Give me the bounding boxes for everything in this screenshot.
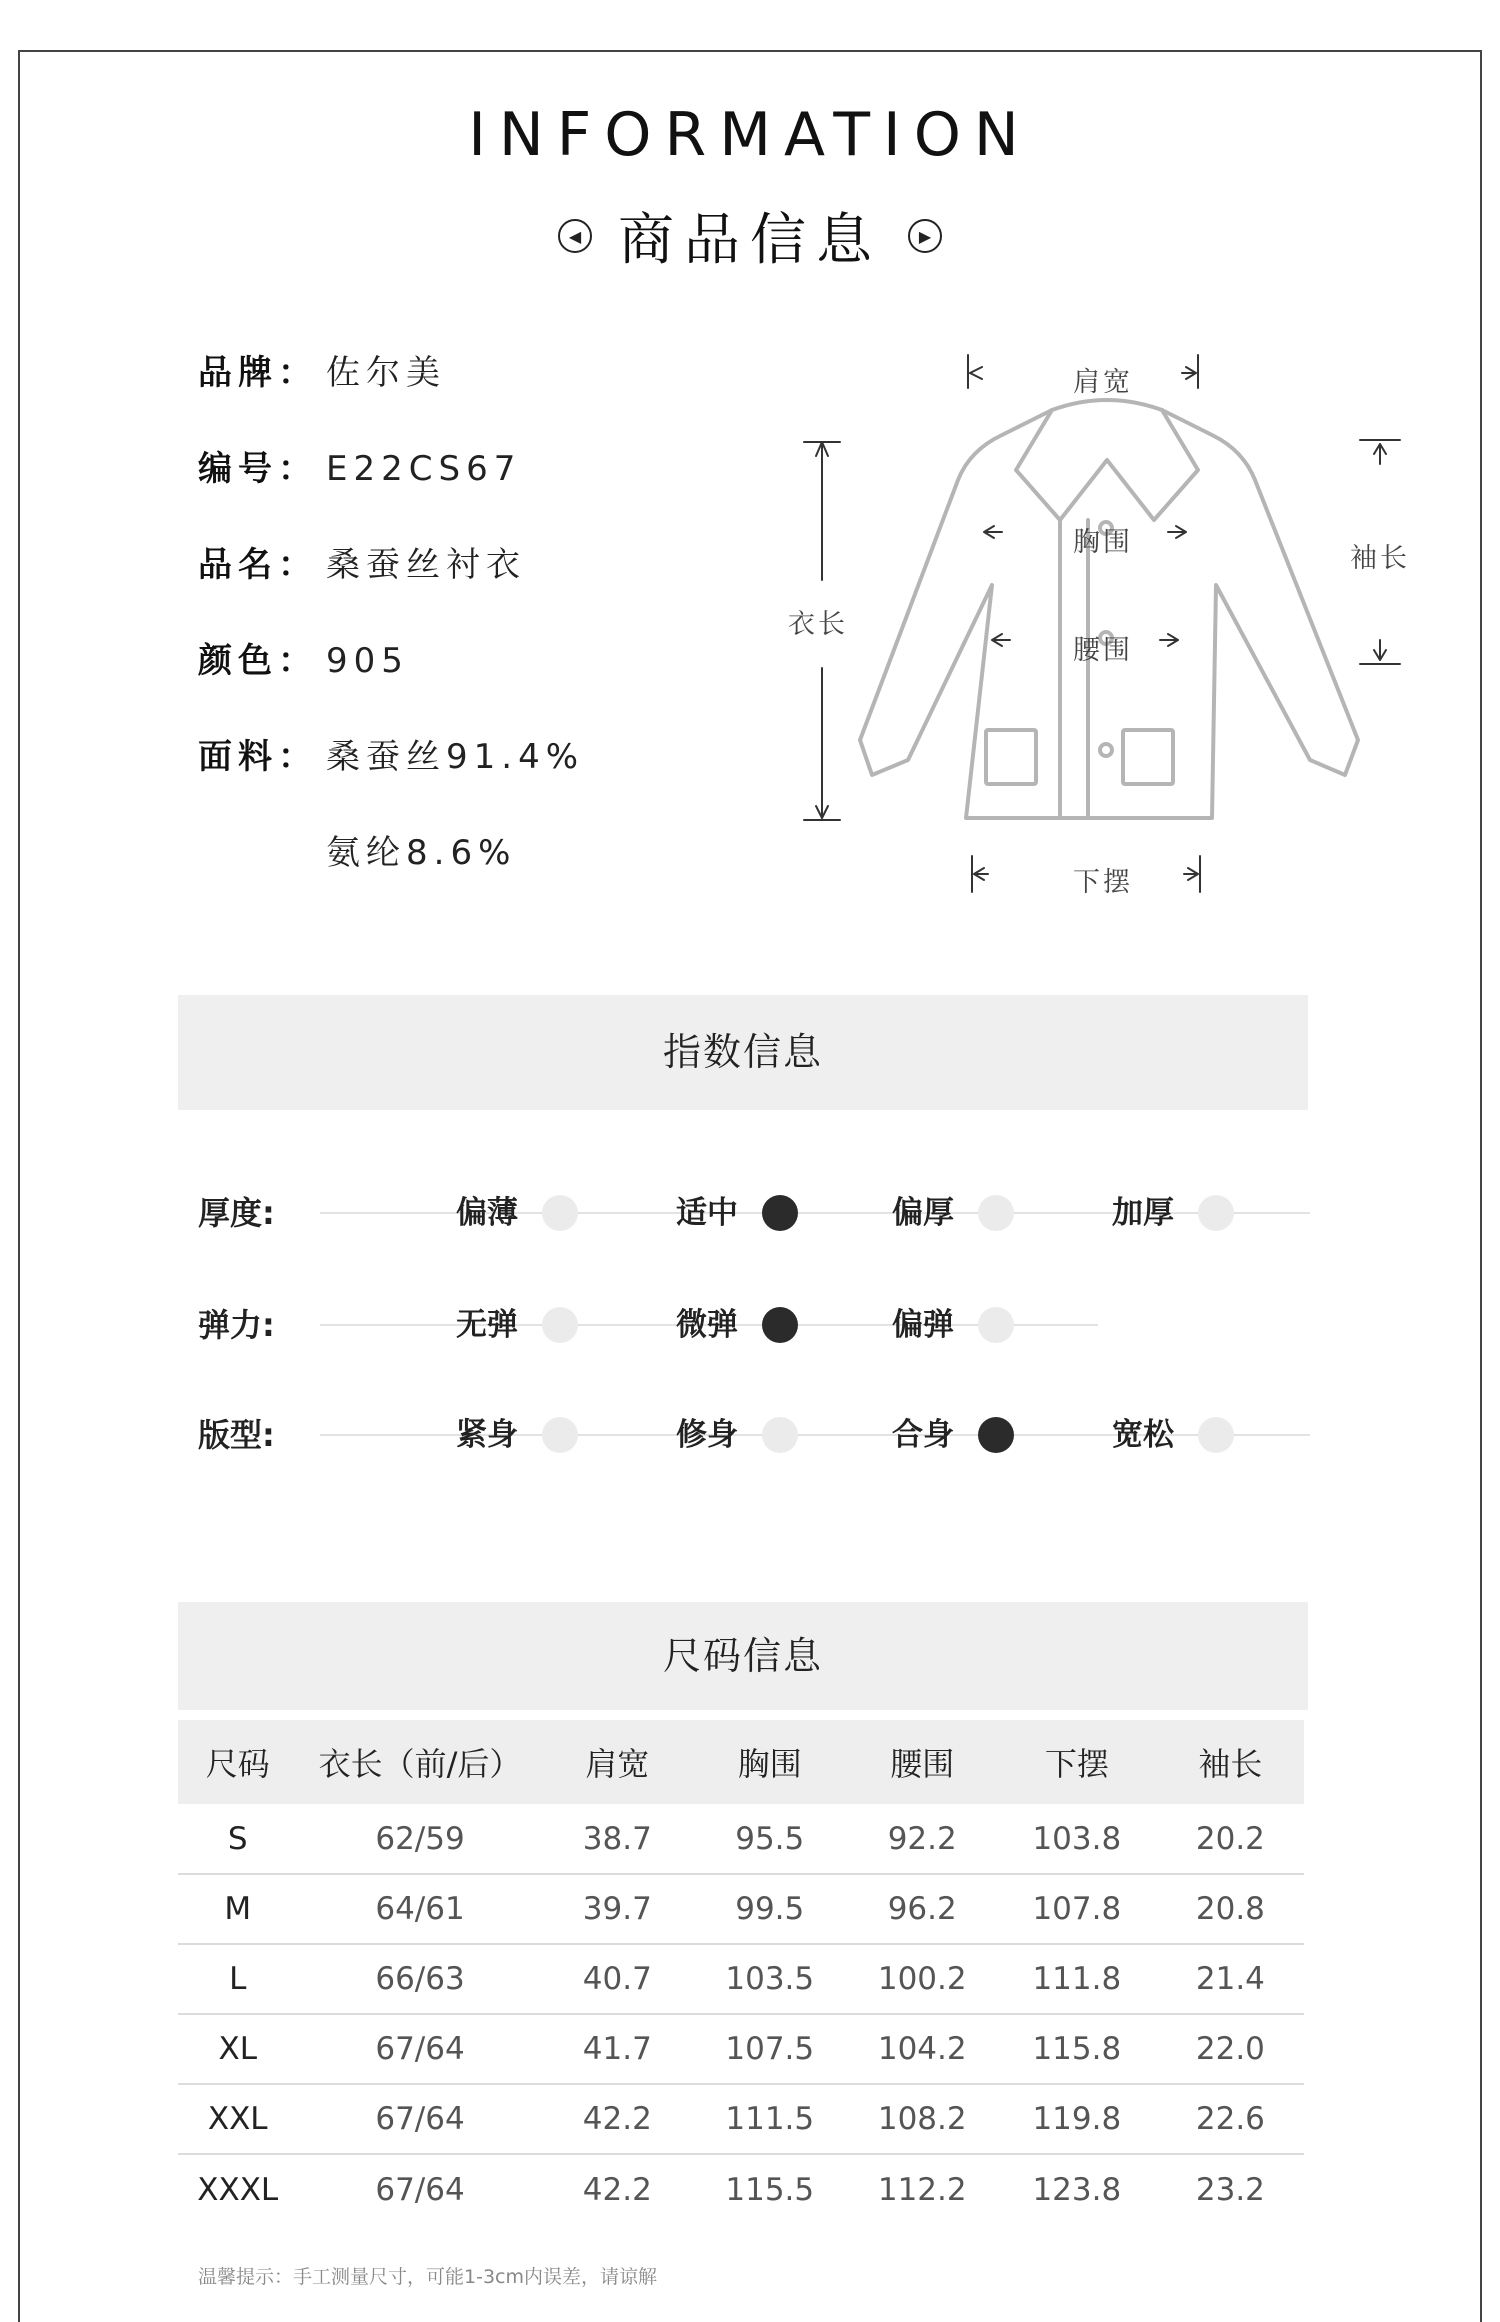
chest-cell: 115.5 xyxy=(725,2171,815,2208)
size-table xyxy=(178,1720,1304,2224)
index-row-label: 弹力: xyxy=(198,1306,275,1344)
info-value: 桑蚕丝91.4% xyxy=(326,737,585,777)
info-value: 905 xyxy=(326,641,409,681)
shirt-measurement-diagram xyxy=(760,340,1420,920)
length-cell: 64/61 xyxy=(297,1874,542,1944)
length-cell: 67/64 xyxy=(297,2014,542,2084)
title-english: INFORMATION xyxy=(468,100,1032,170)
info-key: 品名： xyxy=(198,545,318,585)
length-cell: 66/63 xyxy=(297,1944,542,2014)
size-header-cell: 肩宽 xyxy=(543,1720,692,1804)
shoulder-cell: 39.7 xyxy=(543,1874,692,1944)
info-value: 氨纶8.6% xyxy=(326,833,517,873)
index-option-label: 偏厚 xyxy=(892,1195,954,1231)
index-option-dot xyxy=(542,1417,578,1453)
info-row-brand xyxy=(198,345,446,394)
index-option-dot-selected xyxy=(978,1417,1014,1453)
sleeve-cell: 20.2 xyxy=(1157,1804,1304,1874)
info-value: E22CS67 xyxy=(326,449,522,489)
index-option-label: 偏薄 xyxy=(456,1195,518,1231)
label-waist: 腰围 xyxy=(1073,635,1133,666)
label-hem: 下摆 xyxy=(1073,867,1133,898)
hem-cell: 107.8 xyxy=(997,1874,1157,1944)
size-section-header: 尺码信息 xyxy=(178,1602,1308,1710)
index-option-label: 合身 xyxy=(892,1417,954,1453)
index-row-elasticity xyxy=(198,1300,1310,1350)
chest-cell: 95.5 xyxy=(692,1804,848,1874)
table-row xyxy=(178,1944,1304,2014)
info-row-color xyxy=(198,633,409,682)
size-header-cell: 腰围 xyxy=(848,1720,997,1804)
title-chinese-row xyxy=(0,196,1500,276)
sleeve-cell: 23.2 xyxy=(1195,2171,1265,2208)
hem-cell: 103.8 xyxy=(997,1804,1157,1874)
index-row-thickness xyxy=(198,1188,1310,1238)
shoulder-cell: 38.7 xyxy=(543,1804,692,1874)
size-cell: XXL xyxy=(178,2084,297,2154)
waist-cell: 112.2 xyxy=(877,2171,967,2208)
index-option-dot xyxy=(978,1307,1014,1343)
chest-cell: 99.5 xyxy=(692,1874,848,1944)
info-key: 编号： xyxy=(198,449,318,489)
sleeve-cell: 22.0 xyxy=(1157,2014,1304,2084)
sleeve-cell: 20.8 xyxy=(1157,1874,1304,1944)
table-row xyxy=(178,2084,1304,2154)
circle-arrow-right-icon: ▶ xyxy=(908,219,942,253)
length-cell: 67/64 xyxy=(297,2084,542,2154)
length-cell: 67/64 xyxy=(375,2171,465,2208)
title-chinese: 商品信息 xyxy=(618,208,882,273)
size-header-cell: 衣长（前/后） xyxy=(297,1720,542,1804)
label-shoulder: 肩宽 xyxy=(1073,367,1133,398)
size-header-cell: 尺码 xyxy=(178,1720,297,1804)
size-header-cell: 胸围 xyxy=(692,1720,848,1804)
size-cell: S xyxy=(178,1804,297,1874)
index-option-dot xyxy=(978,1195,1014,1231)
circle-arrow-left-icon: ◀ xyxy=(558,219,592,253)
index-row-label: 版型: xyxy=(198,1416,275,1454)
size-cell: L xyxy=(178,1944,297,2014)
index-option-label: 宽松 xyxy=(1112,1417,1174,1453)
index-option-dot xyxy=(1198,1417,1234,1453)
index-row-label: 厚度: xyxy=(198,1194,275,1232)
index-option-label: 适中 xyxy=(676,1195,738,1231)
table-row xyxy=(178,2014,1304,2084)
index-row-fit xyxy=(198,1410,1310,1460)
size-table-header-row xyxy=(178,1720,1304,1804)
info-row-fabric-2 xyxy=(326,825,516,874)
index-option-label: 微弹 xyxy=(676,1307,738,1343)
shoulder-cell: 41.7 xyxy=(543,2014,692,2084)
index-option-label: 偏弹 xyxy=(892,1307,954,1343)
sleeve-cell: 21.4 xyxy=(1157,1944,1304,2014)
hem-cell: 119.8 xyxy=(997,2084,1157,2154)
size-header-cell: 袖长 xyxy=(1157,1720,1304,1804)
index-option-dot xyxy=(542,1307,578,1343)
size-cell: XXXL xyxy=(197,2171,279,2208)
shoulder-cell: 40.7 xyxy=(543,1944,692,2014)
index-option-label: 加厚 xyxy=(1112,1195,1174,1231)
info-key: 品牌： xyxy=(198,353,318,393)
chest-cell: 111.5 xyxy=(692,2084,848,2154)
table-row xyxy=(178,1874,1304,1944)
table-row xyxy=(178,1804,1304,1874)
label-sleeve: 袖长 xyxy=(1350,543,1410,574)
index-option-label: 紧身 xyxy=(456,1417,518,1453)
hem-cell: 111.8 xyxy=(997,1944,1157,2014)
index-option-dot xyxy=(762,1417,798,1453)
size-cell: XL xyxy=(178,2014,297,2084)
info-key: 颜色： xyxy=(198,641,318,681)
index-option-label: 无弹 xyxy=(456,1307,518,1343)
info-row-fabric xyxy=(198,729,584,778)
hem-cell: 123.8 xyxy=(1032,2171,1122,2208)
shoulder-cell: 42.2 xyxy=(543,2084,692,2154)
length-cell: 62/59 xyxy=(297,1804,542,1874)
size-cell: M xyxy=(178,1874,297,1944)
table-row xyxy=(178,2154,1304,2224)
chest-cell: 107.5 xyxy=(692,2014,848,2084)
waist-cell: 104.2 xyxy=(848,2014,997,2084)
index-section-header: 指数信息 xyxy=(178,995,1308,1110)
index-option-dot xyxy=(1198,1195,1234,1231)
info-row-code xyxy=(198,441,521,490)
info-key: 面料： xyxy=(198,737,318,777)
index-option-dot xyxy=(542,1195,578,1231)
waist-cell: 92.2 xyxy=(848,1804,997,1874)
index-option-dot-selected xyxy=(762,1195,798,1231)
info-value: 佐尔美 xyxy=(326,353,446,393)
info-row-name xyxy=(198,537,526,586)
hem-cell: 115.8 xyxy=(997,2014,1157,2084)
sleeve-cell: 22.6 xyxy=(1157,2084,1304,2154)
label-chest: 胸围 xyxy=(1073,527,1133,558)
waist-cell: 100.2 xyxy=(848,1944,997,2014)
label-length: 衣长 xyxy=(788,609,848,640)
waist-cell: 96.2 xyxy=(848,1874,997,1944)
waist-cell: 108.2 xyxy=(848,2084,997,2154)
shoulder-cell: 42.2 xyxy=(582,2171,652,2208)
index-option-dot-selected xyxy=(762,1307,798,1343)
info-value: 桑蚕丝衬衣 xyxy=(326,545,526,585)
chest-cell: 103.5 xyxy=(692,1944,848,2014)
size-header-cell: 下摆 xyxy=(997,1720,1157,1804)
measurement-note: 温馨提示：手工测量尺寸，可能1-3cm内误差，请谅解 xyxy=(198,2266,657,2288)
index-option-label: 修身 xyxy=(676,1417,738,1453)
